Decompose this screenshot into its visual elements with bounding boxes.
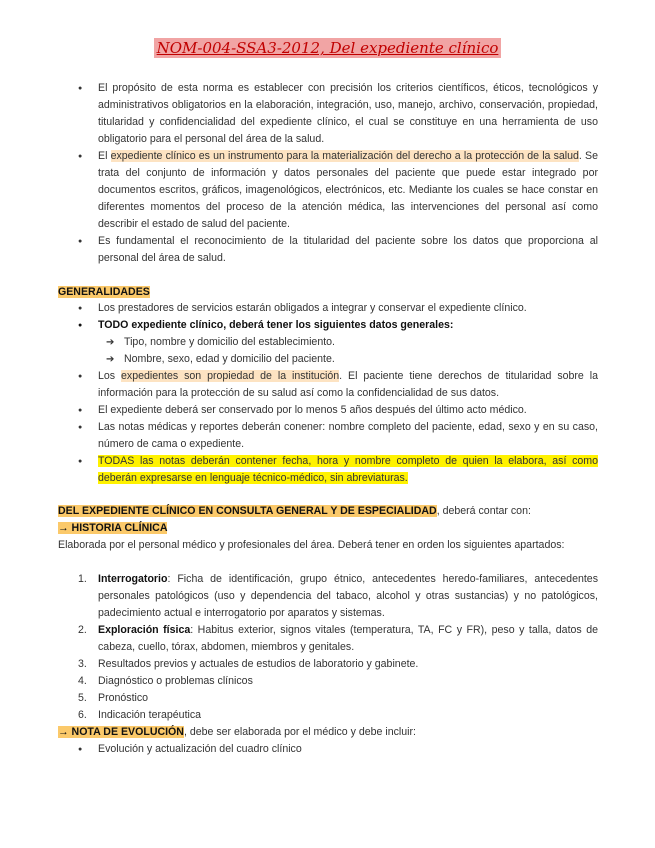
numbered-item: [58, 673, 598, 690]
list-item: ● TODO expediente clínico, deberá tener los siguientes datos generales:: [60, 317, 598, 334]
item-number: 2.: [78, 624, 87, 636]
list-item: ● Los prestadores de servicios estarán obligados a integrar y conservar el expediente clínico.: [60, 300, 598, 317]
list-item: ● Es fundamental el reconocimiento de la titularidad del paciente sobre los datos que proporciona al personal del área de salud.: [60, 233, 598, 267]
subsection-heading: → HISTORIA CLÍNICA: [58, 522, 168, 534]
nota-list: [60, 741, 598, 758]
historia-list: [58, 571, 598, 724]
numbered-item: [58, 571, 598, 622]
item-term: Exploración física: [98, 624, 191, 636]
numbered-item: [58, 707, 598, 724]
item-text: Resultados previos y actuales de estudios de laboratorio y gabinete.: [98, 658, 419, 670]
highlight: expediente clínico es un instrumento para la materialización del derecho a la protección de la salud: [110, 150, 579, 162]
subsection-heading: → NOTA DE EVOLUCIÓN: [58, 726, 184, 738]
item-term: Interrogatorio: [98, 573, 168, 585]
intro-list: [60, 80, 598, 267]
section-heading: GENERALIDADES: [58, 286, 150, 298]
item-text: Pronóstico: [98, 692, 149, 704]
numbered-item: [58, 656, 598, 673]
numbered-item: [58, 622, 598, 656]
item-text: Diagnóstico o problemas clínicos: [98, 675, 253, 687]
historia-description: Elaborada por el personal médico y profesionales del área. Deberá tener en orden los siguientes apartados:: [58, 539, 565, 551]
item-number: 3.: [78, 658, 87, 670]
list-item: [60, 453, 598, 487]
list-item: ● Las notas médicas y reportes deberán conener: nombre completo del paciente, edad, sexo y en su caso, número de cama o expediente.: [60, 419, 598, 453]
list-item: ● Los expedientes son propiedad de la institución. El paciente tiene derechos de titularidad sobre la información para la protección de su salud así como la confidencialidad de sus datos.: [60, 368, 598, 402]
list-item: ● El expediente deberá ser conservado por lo menos 5 años después del último acto médico.: [60, 402, 598, 419]
sub-list-item: ➔ Tipo, nombre y domicilio del establecimiento.: [60, 334, 598, 351]
section-heading: DEL EXPEDIENTE CLÍNICO EN CONSULTA GENERAL Y DE ESPECIALIDAD: [58, 505, 437, 517]
item-text: : Ficha de identificación, grupo étnico, antecedentes heredo-familiares, antecedentes personales patológicos (uso y dependencia del tabaco, alcohol y otras sustancias) y no patológicos, padecimiento actual e interrogatorio por aparatos y sistemas.: [98, 573, 598, 619]
list-item: ● El expediente clínico es un instrumento para la materialización del derecho a la protección de la salud. Se trata del conjunto de información y datos personales del paciente que puede estar integrado por documentos escritos, gráficos, imagenológicos, electrónicos, etc. Mediante los cuales se hace constar en diferentes momentos del proceso de la atención médica, las intervenciones del personal así como describir el estado de salud del paciente.: [60, 148, 598, 233]
generalidades-list: [60, 300, 598, 487]
item-text: Indicación terapéutica: [98, 709, 202, 721]
page-title: NOM-004-SSA3-2012, Del expediente clínico: [154, 38, 502, 58]
item-number: 5.: [78, 692, 87, 704]
item-number: 6.: [78, 709, 87, 721]
sub-list-item: ➔ Nombre, sexo, edad y domicilio del paciente.: [60, 351, 598, 368]
document-page: NOM-004-SSA3-2012, Del expediente clínico ● El propósito de esta norma es establecer con precisión los criterios científicos, éticos, tecnológicos y administrativos obligatorios en la elaboración, integración, uso, manejo, archivo, conservación, propiedad, titularidad y confidencialidad del expediente clínico, el cual se constituye en una herramienta de uso obligatorio para el personal del área de la salud. ● El expediente clínico es un instrumento para la materialización del derecho a la protección de la salud. Se trata del conjunto de información y datos personales del paciente que puede estar integrado por documentos escritos, gráficos, imagenológicos, electrónicos, etc. Mediante los cuales se hace constar en diferentes momentos del proceso de la atención médica, las intervenciones del personal así como describir el estado de salud del paciente. ● Es fundamental el reconocimiento de la titularidad del paciente sobre los datos que proporciona al personal del área de salud. GENERALIDADES ● Los prestadores de servicios estarán obligados a integrar y conservar el expediente clínico. ● TODO expediente clínico, deberá tener los siguientes datos generales: ➔ Tipo, nombre y domicilio del establecimiento. ➔ Nombre, sexo, edad y domicilio del paciente. ● Los expedientes son propiedad de la institución. El paciente tiene derechos de titularidad sobre la información para la protección de su salud así como la confidencialidad de sus datos. ● El expediente deberá ser conservado por lo menos 5 años después del último acto médico. ● Las notas médicas y reportes deberán conener: nombre completo del paciente, edad, sexo y en su caso, número de cama o expediente. ● TODAS las notas deberán contener fecha, hora y nombre completo de quien la elabora, así como deberán expresarse en lenguaje técnico-médico, sin abreviaturas. DEL EXPEDIENTE CLÍNICO EN CONSULTA GENERAL Y DE ESPECIALIDAD, deberá contar con: → HISTORIA CLÍNICA Elaborada por el personal médico y profesionales del área. Deberá tener en orden los siguientes apartados: 1. Interrogatorio: Ficha de identificación, grupo étnico, antecedentes heredo-familiares, antecedentes personales patológicos (uso y dependencia del tabaco, alcohol y otras sustancias) y no patológicos, padecimiento actual e interrogatorio por aparatos y sistemas. 2. Exploración física: Habitus exterior, signos vitales (temperatura, TA, FC y FR), peso y talla, datos de cabeza, cuello, tórax, abdomen, miembros y genitales. 3. Resultados previos y actuales de estudios de laboratorio y gabinete. 4. Diagnóstico o problemas clínicos 5. Pronóstico 6. Indicación terapéutica → NOTA DE EVOLUCIÓN, debe ser elaborada por el médico y debe incluir: ● Evolución y actualización del cuadro clínico: [0, 0, 655, 848]
item-number: 4.: [78, 675, 87, 687]
item-number: 1.: [78, 573, 87, 585]
item-text: : Habitus exterior, signos vitales (temperatura, TA, FC y FR), peso y talla, datos de cabeza, cuello, tórax, abdomen, miembros y genitales.: [98, 624, 598, 653]
list-item: ● Evolución y actualización del cuadro clínico: [60, 741, 598, 758]
highlight: TODAS las notas deberán contener fecha, hora y nombre completo de quien la elabora, así como deberán expresarse en lenguaje técnico-médico, sin abreviaturas.: [98, 455, 598, 484]
list-item: ● El propósito de esta norma es establecer con precisión los criterios científicos, éticos, tecnológicos y administrativos obligatorios en la elaboración, integración, uso, manejo, archivo, conservación, propiedad, titularidad y confidencialidad del expediente clínico, el cual se constituye en una herramienta de uso obligatorio para el personal del área de la salud.: [60, 80, 598, 148]
highlight: expedientes son propiedad de la institución: [121, 370, 340, 382]
numbered-item: [58, 690, 598, 707]
